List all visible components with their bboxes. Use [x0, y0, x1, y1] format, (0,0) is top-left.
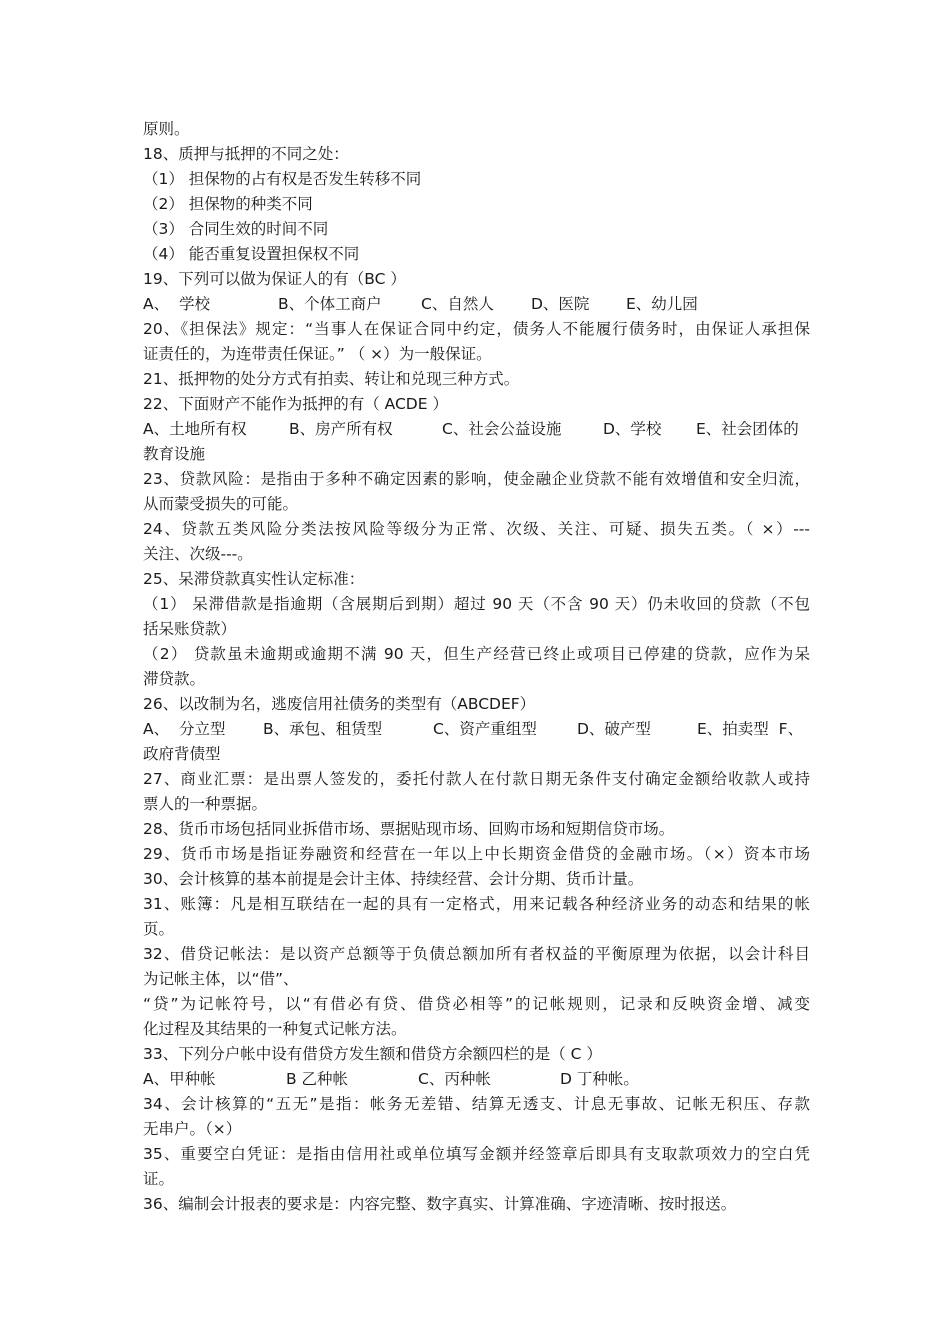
text-line: 21、抵押物的处分方式有拍卖、转让和兑现三种方式。 — [143, 370, 520, 388]
text-line: （1） 担保物的占有权是否发生转移不同 — [143, 170, 422, 188]
text-line: 27、商业汇票：是出票人签发的，委托付款人在付款日期无条件支付确定金额给收款人或持 — [143, 770, 810, 788]
text-line: 关注、次级---。 — [143, 545, 253, 563]
text-line: 32、借贷记帐法：是以资产总额等于负债总额加所有者权益的平衡原理为依据，以会计科目 — [143, 945, 810, 963]
text-line: （4） 能否重复设置担保权不同 — [143, 245, 360, 263]
option: D、破产型 — [577, 720, 651, 738]
option-line — [143, 719, 810, 739]
option: B、房产所有权 — [289, 420, 393, 438]
text-line: 29、货币市场是指证券融资和经营在一年以上中长期资金借贷的金融市场。（×）资本市场 — [143, 845, 810, 863]
text-line: 30、会计核算的基本前提是会计主体、持续经营、会计分期、货币计量。 — [143, 870, 644, 888]
text-line: 教育设施 — [143, 445, 206, 463]
text-line: 票人的一种票据。 — [143, 795, 268, 813]
text-line: 原则。 — [143, 120, 190, 138]
text-line: “贷”为记帐符号，以“有借必有贷、借贷必相等”的记帐规则，记录和反映资金增、减变 — [143, 995, 810, 1013]
text-line: 证。 — [143, 1170, 175, 1188]
option: A、甲种帐 — [143, 1070, 216, 1088]
text-line: 滞贷款。 — [143, 670, 206, 688]
option: C、资产重组型 — [433, 720, 537, 738]
option: A、 学校 — [143, 295, 210, 313]
option: A、土地所有权 — [143, 420, 247, 438]
text-line: （3） 合同生效的时间不同 — [143, 220, 329, 238]
text-line: 括呆账贷款） — [143, 620, 237, 638]
option: D、学校 — [603, 420, 662, 438]
text-line: 34、会计核算的“五无”是指：帐务无差错、结算无透支、计息无事故、记帐无积压、存款 — [143, 1095, 810, 1113]
text-line: 化过程及其结果的一种复式记帐方法。 — [143, 1020, 407, 1038]
text-line: 证责任的，为连带责任保证。” （ ×）为一般保证。 — [143, 345, 492, 363]
text-line: 为记帐主体，以“借”、 — [143, 970, 299, 988]
option: B、承包、租赁型 — [263, 720, 383, 738]
text-line: 18、质押与抵押的不同之处： — [143, 145, 349, 163]
text-line: （2） 贷款虽未逾期或逾期不满 90 天，但生产经营已终止或项目已停建的贷款，应作为呆 — [143, 645, 810, 663]
text-line: （2） 担保物的种类不同 — [143, 195, 313, 213]
text-line: 22、下面财产不能作为抵押的有（ ACDE ） — [143, 395, 448, 413]
option-line — [143, 1069, 810, 1089]
text-line: 无串户。（×） — [143, 1120, 242, 1138]
option-line — [143, 419, 810, 439]
option: C、丙种帐 — [418, 1070, 491, 1088]
text-line: 20、《担保法》规定：“当事人在保证合同中约定，债务人不能履行债务时，由保证人承担保 — [143, 320, 810, 338]
option-line — [143, 294, 810, 314]
option: D 丁种帐。 — [560, 1070, 639, 1088]
option: E、社会团体的 — [696, 420, 799, 438]
text-line: 35、重要空白凭证：是指由信用社或单位填写金额并经签章后即具有支取款项效力的空白凭 — [143, 1145, 810, 1163]
text-line: 政府背债型 — [143, 745, 221, 763]
text-line: 25、呆滞贷款真实性认定标准： — [143, 570, 365, 588]
option: B、个体工商户 — [278, 295, 382, 313]
option: B 乙种帐 — [286, 1070, 349, 1088]
option: C、社会公益设施 — [442, 420, 562, 438]
text-line: 从而蒙受损失的可能。 — [143, 495, 299, 513]
text-line: 23、贷款风险：是指由于多种不确定因素的影响，使金融企业贷款不能有效增值和安全归流， — [143, 470, 810, 488]
option: D、医院 — [531, 295, 590, 313]
text-line: （1） 呆滞借款是指逾期（含展期后到期）超过 90 天（不含 90 天）仍未收回的贷款（不包 — [143, 595, 810, 613]
text-line: 28、货币市场包括同业拆借市场、票据贴现市场、回购市场和短期信贷市场。 — [143, 820, 675, 838]
option: E、拍卖型 F、 — [697, 720, 804, 738]
option: E、幼儿园 — [626, 295, 698, 313]
text-line: 26、以改制为名，逃废信用社债务的类型有（ABCDEF） — [143, 695, 536, 713]
text-line: 31、账簿：凡是相互联结在一起的具有一定格式，用来记载各种经济业务的动态和结果的帐 — [143, 895, 810, 913]
option: C、自然人 — [421, 295, 494, 313]
text-line: 33、下列分户帐中设有借贷方发生额和借贷方余额四栏的是（ C ） — [143, 1045, 602, 1063]
option: A、 分立型 — [143, 720, 226, 738]
text-line: 页。 — [143, 920, 175, 938]
text-line: 19、下列可以做为保证人的有（BC ） — [143, 270, 406, 288]
text-line: 36、编制会计报表的要求是：内容完整、数字真实、计算准确、字迹清晰、按时报送。 — [143, 1195, 737, 1213]
text-line: 24、贷款五类风险分类法按风险等级分为正常、次级、关注、可疑、损失五类。（ ×）--- — [143, 520, 810, 538]
